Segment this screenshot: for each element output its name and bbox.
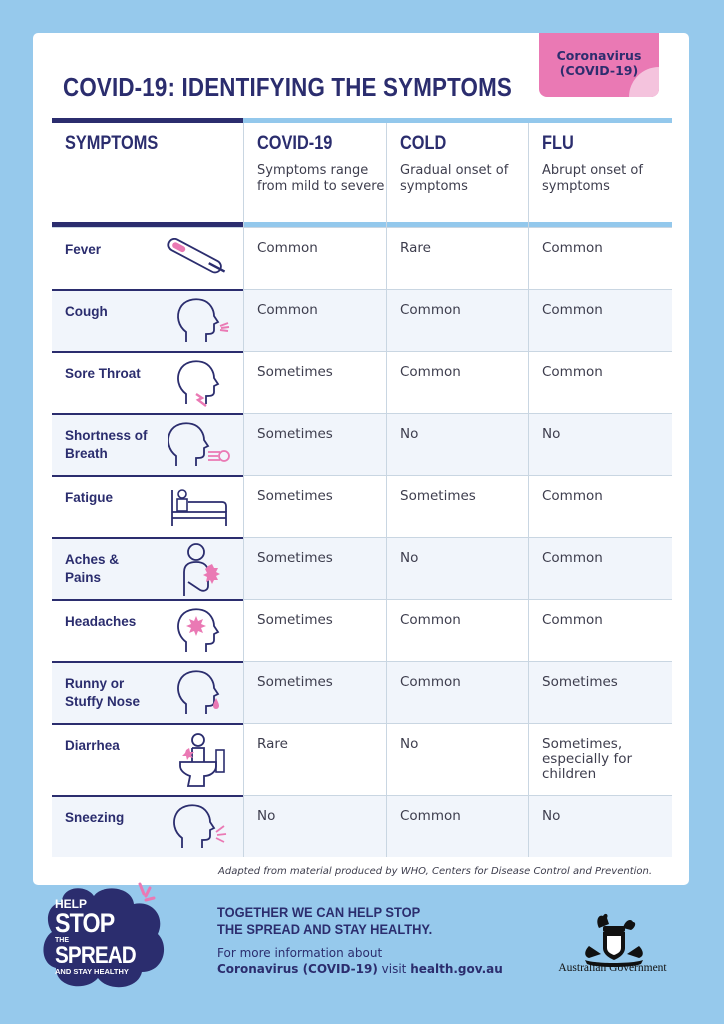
column-title-symptoms: SYMPTOMS <box>65 133 159 154</box>
column-divider <box>243 123 244 857</box>
logo-help: HELP <box>55 897 88 911</box>
symptom-label: Sore Throat <box>65 366 141 381</box>
header-bar-navy <box>52 118 243 123</box>
logo-stop: STOP <box>55 908 115 938</box>
source-note: Adapted from material produced by WHO, Centers for Disease Control and Prevention. <box>218 866 653 877</box>
flu-cell: No <box>542 426 561 442</box>
flu-cell: Common <box>542 364 603 380</box>
column-header-symptoms <box>65 133 173 155</box>
symptom-label: Cough <box>65 304 108 319</box>
table-row <box>52 661 672 723</box>
row-divider <box>52 723 243 725</box>
column-title-flu: FLU <box>542 133 574 154</box>
table-row <box>52 537 672 599</box>
row-divider <box>52 599 243 601</box>
table-row <box>52 475 672 537</box>
table-row <box>52 795 672 857</box>
cold-cell: No <box>400 426 419 442</box>
tagline-line-2: THE SPREAD AND STAY HEALTHY. <box>217 921 433 937</box>
column-header-covid <box>257 133 387 195</box>
logo-text <box>55 898 155 976</box>
flu-cell: Common <box>542 240 603 256</box>
breath-icon <box>168 420 232 470</box>
column-divider <box>528 123 529 857</box>
cold-cell: No <box>400 550 419 566</box>
cold-cell: Common <box>400 808 461 824</box>
sore-throat-icon <box>172 358 232 408</box>
flu-cell: No <box>542 808 561 824</box>
covid-cell: Sometimes <box>257 426 333 442</box>
row-divider <box>52 351 243 353</box>
flu-cell: Common <box>542 488 603 504</box>
row-divider <box>52 289 243 291</box>
table-row <box>52 351 672 413</box>
headache-icon <box>176 606 230 656</box>
logo-spread: SPREAD <box>55 942 136 969</box>
covid-cell: Sometimes <box>257 550 333 566</box>
more-info-line-1: For more information about <box>217 946 383 960</box>
page-title: COVID-19: IDENTIFYING THE SYMPTOMS <box>63 72 512 102</box>
logo-the: THE <box>55 937 69 944</box>
toilet-icon <box>178 732 228 788</box>
aches-icon <box>176 542 228 598</box>
symptom-label: Headaches <box>65 614 137 629</box>
cold-cell: Common <box>400 302 461 318</box>
more-info <box>217 945 503 977</box>
badge-line-2: (COVID-19) <box>559 63 639 78</box>
covid-cell: Sometimes <box>257 674 333 690</box>
table-row <box>52 723 672 795</box>
column-divider <box>386 123 387 857</box>
row-divider <box>52 795 243 797</box>
tagline-line-1: TOGETHER WE CAN HELP STOP <box>217 904 421 920</box>
symptom-label: Shortness of Breath <box>65 428 148 461</box>
symptom-label: Runny or Stuffy Nose <box>65 676 141 709</box>
column-title-cold: COLD <box>400 133 447 154</box>
covid-cell: Common <box>257 240 318 256</box>
covid-cell: Sometimes <box>257 488 333 504</box>
table-row <box>52 599 672 661</box>
cold-cell: Common <box>400 364 461 380</box>
cold-cell: Common <box>400 674 461 690</box>
runny-nose-icon <box>176 668 230 718</box>
symptom-label: Sneezing <box>65 810 125 825</box>
covid-cell: Sometimes <box>257 612 333 628</box>
footer-tagline <box>217 904 432 938</box>
covid-cell: Rare <box>257 736 288 752</box>
flu-cell: Sometimes <box>542 674 618 690</box>
symptom-label: Aches & Pains <box>65 552 120 585</box>
health-gov-link[interactable]: health.gov.au <box>410 962 503 976</box>
column-subtitle-cold: Gradual onset of symptoms <box>400 163 509 194</box>
flu-cell: Common <box>542 302 603 318</box>
covid-cell: No <box>257 808 276 824</box>
column-header-flu <box>542 133 662 195</box>
column-title-covid: COVID-19 <box>257 133 333 154</box>
more-info-topic: Coronavirus (COVID-19) <box>217 962 378 976</box>
australian-government-label: Australian Government <box>558 962 667 974</box>
sneeze-icon <box>172 802 232 852</box>
cold-cell: Rare <box>400 240 431 256</box>
row-divider <box>52 413 243 415</box>
cold-cell: Sometimes <box>400 488 476 504</box>
cold-cell: Common <box>400 612 461 628</box>
table-row <box>52 289 672 351</box>
covid-cell: Sometimes <box>257 364 333 380</box>
covid-cell: Common <box>257 302 318 318</box>
badge-line-1: Coronavirus <box>556 48 642 63</box>
more-info-visit: visit <box>377 962 411 976</box>
cough-icon <box>172 296 232 346</box>
column-subtitle-flu: Abrupt onset of symptoms <box>542 163 643 194</box>
row-divider <box>52 475 243 477</box>
row-divider <box>52 537 243 539</box>
thermometer-icon <box>162 238 228 276</box>
symptom-label: Diarrhea <box>65 738 120 753</box>
symptom-label: Fever <box>65 242 102 257</box>
bed-icon <box>170 488 228 528</box>
table-row <box>52 227 672 289</box>
table-row <box>52 413 672 475</box>
row-divider <box>52 661 243 663</box>
coronavirus-badge <box>539 33 659 97</box>
header-bar-blue <box>243 118 672 123</box>
cold-cell: No <box>400 736 419 752</box>
column-header-cold <box>400 133 520 195</box>
symptom-label: Fatigue <box>65 490 114 505</box>
flu-cell: Common <box>542 612 603 628</box>
column-subtitle-covid: Symptoms range from mild to severe <box>257 163 385 194</box>
logo-stay-healthy: AND STAY HEALTHY <box>55 967 129 976</box>
flu-cell: Common <box>542 550 603 566</box>
flu-cell: Sometimes, especially for children <box>542 736 633 782</box>
